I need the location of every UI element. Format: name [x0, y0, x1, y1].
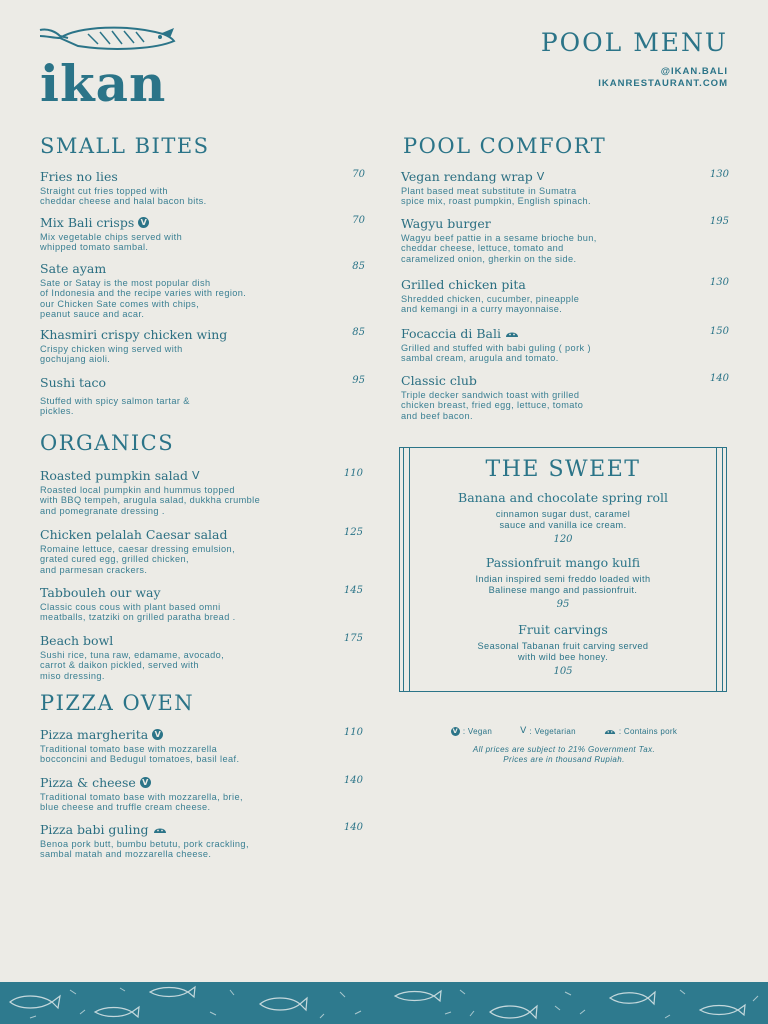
item-price: 140	[709, 373, 729, 384]
fish-pattern-icon	[0, 982, 768, 1024]
brand-logo	[38, 24, 183, 113]
section-title-organics: ORGANICS	[40, 431, 175, 455]
fish-icon	[38, 24, 183, 58]
item-description: Stuffed with spicy salmon tartar & pickles.	[40, 396, 190, 417]
frame-stripe-left	[403, 448, 410, 691]
item-name: Sushi taco	[40, 375, 107, 390]
item-price: 110	[343, 727, 363, 738]
item-price: 105	[553, 666, 573, 677]
item-price: 95	[556, 599, 570, 610]
item-price: 125	[343, 527, 363, 538]
menu-item	[40, 822, 363, 860]
menu-item	[40, 261, 365, 320]
item-price: 140	[343, 775, 363, 786]
item-name: Focaccia di Bali	[401, 326, 501, 341]
menu-item	[40, 468, 363, 516]
item-price: 85	[352, 261, 365, 272]
pork-icon	[604, 727, 616, 735]
item-price: 95	[352, 375, 365, 386]
vegetarian-icon: V	[520, 726, 527, 736]
item-name: Sate ayam	[40, 261, 107, 276]
item-price: 145	[343, 585, 363, 596]
item-description: Classic cous cous with plant based omni meatballs, tzatziki on grilled paratha bread .	[40, 602, 236, 623]
item-description: Roasted local pumpkin and hummus topped with BBQ tempeh, arugula salad, dukkha crumble and pomegranate dressing .	[40, 485, 261, 516]
legend-vegetarian: V : Vegetarian	[520, 726, 576, 736]
menu-item	[40, 585, 363, 623]
item-price: 130	[709, 277, 729, 288]
item-price: 150	[709, 326, 729, 337]
item-name: Classic club	[401, 373, 477, 388]
vegan-icon: V	[138, 217, 149, 228]
dessert-item	[420, 555, 706, 610]
menu-item	[40, 775, 363, 813]
item-name: Roasted pumpkin salad	[40, 468, 189, 483]
item-description: Shredded chicken, cucumber, pineapple and kemangi in a curry mayonnaise.	[401, 294, 580, 315]
item-name: Chicken pelalah Caesar salad	[40, 527, 228, 542]
item-name: Pizza margherita	[40, 727, 149, 742]
item-name: Pizza & cheese	[40, 775, 136, 790]
vegan-icon: V	[452, 727, 458, 735]
item-name: Pizza babi guling	[40, 822, 149, 837]
item-price: 140	[343, 822, 363, 833]
vegetarian-icon: V	[536, 170, 545, 183]
menu-item	[401, 373, 729, 421]
vegetarian-icon: V	[192, 469, 200, 482]
item-name: Khasmiri crispy chicken wing	[40, 327, 228, 342]
item-price: 85	[352, 327, 365, 338]
website-link: IKANRESTAURANT.COM	[598, 78, 728, 89]
item-description: cinnamon sugar dust, caramel sauce and vanilla ice cream.	[495, 509, 631, 530]
item-name: Tabbouleh our way	[40, 585, 161, 600]
item-price: 195	[709, 216, 729, 227]
item-description: Traditional tomato base with mozzarella, brie, blue cheese and truffle cream cheese.	[40, 792, 243, 813]
item-price: 175	[343, 633, 363, 644]
item-price: 130	[709, 169, 729, 180]
legend-pork: : Contains pork	[604, 727, 677, 736]
item-price: 70	[352, 169, 365, 180]
section-title-the-sweet: THE SWEET	[485, 457, 641, 482]
section-title-small-bites: SMALL BITES	[40, 134, 210, 158]
footer-pattern-band	[0, 982, 768, 1024]
menu-item	[40, 375, 365, 417]
menu-item	[40, 633, 363, 681]
item-description: Traditional tomato base with mozzarella bocconcini and Bedugul tomatoes, basil leaf.	[40, 744, 240, 765]
page-title: POOL MENU	[540, 28, 728, 57]
item-price: 70	[352, 215, 365, 226]
item-description: Triple decker sandwich toast with grilled chicken breast, fried egg, lettuce, tomato and beef bacon.	[401, 390, 584, 421]
item-name: Beach bowl	[40, 633, 114, 648]
item-price: 120	[553, 534, 573, 545]
item-name: Vegan rendang wrap	[401, 169, 533, 184]
item-description: Plant based meat substitute in Sumatra spice mix, roast pumpkin, English spinach.	[401, 186, 591, 207]
item-description: Benoa pork butt, bumbu betutu, pork crackling, sambal matah and mozzarella cheese.	[40, 839, 249, 860]
item-description: Crispy chicken wing served with gochujang aioli.	[40, 344, 183, 365]
menu-item	[401, 326, 729, 364]
section-title-pizza-oven: PIZZA OVEN	[40, 691, 195, 715]
item-name: Grilled chicken pita	[401, 277, 526, 292]
item-name: Passionfruit mango kulfi	[485, 555, 641, 570]
vegan-icon: V	[152, 729, 163, 740]
item-description: Indian inspired semi freddo loaded with Balinese mango and passionfruit.	[475, 574, 651, 595]
pork-icon	[153, 825, 167, 834]
item-price: 110	[343, 468, 363, 479]
menu-item	[40, 727, 363, 765]
menu-item	[40, 215, 365, 253]
dessert-item	[420, 490, 706, 545]
menu-item	[401, 169, 729, 207]
item-description: Seasonal Tabanan fruit carving served with wild bee honey.	[477, 641, 649, 662]
dessert-item	[420, 622, 706, 677]
brand-name: ikan	[40, 54, 167, 113]
sweet-section-box	[399, 447, 727, 692]
instagram-handle: @IKAN.BALI	[660, 66, 728, 77]
item-description: Straight cut fries topped with cheddar cheese and halal bacon bits.	[40, 186, 207, 207]
legend-vegan: V : Vegan	[452, 726, 493, 736]
menu-item	[40, 527, 363, 575]
menu-item	[40, 327, 365, 365]
item-description: Sate or Satay is the most popular dish of Indonesia and the recipe varies with region. our Chicken Sate comes with chips, peanut sauce and acar.	[40, 278, 247, 320]
item-description: Grilled and stuffed with babi guling ( pork ) sambal cream, arugula and tomato.	[401, 343, 591, 364]
item-name: Mix Bali crisps	[40, 215, 135, 230]
item-name: Wagyu burger	[401, 216, 491, 231]
menu-item	[401, 277, 729, 315]
item-description: Romaine lettuce, caesar dressing emulsion, grated cured egg, grilled chicken, and parmesan crackers.	[40, 544, 236, 575]
menu-item	[40, 169, 365, 207]
menu-item	[401, 216, 729, 264]
tax-note: All prices are subject to 21% Government Tax. Prices are in thousand Rupiah.	[472, 745, 656, 764]
item-name: Banana and chocolate spring roll	[458, 490, 668, 505]
section-title-pool-comfort: POOL COMFORT	[403, 134, 607, 158]
frame-stripe-right	[716, 448, 723, 691]
pork-icon	[505, 329, 519, 338]
item-description: Wagyu beef pattie in a sesame brioche bun, cheddar cheese, lettuce, tomato and caramelized onion, gherkin on the side.	[401, 233, 597, 264]
item-description: Sushi rice, tuna raw, edamame, avocado, carrot & daikon pickled, served with miso dressing.	[40, 650, 225, 681]
item-name: Fries no lies	[40, 169, 118, 184]
vegan-icon: V	[140, 777, 151, 788]
dietary-legend	[400, 726, 728, 736]
item-description: Mix vegetable chips served with whipped tomato sambal.	[40, 232, 183, 253]
item-name: Fruit carvings	[518, 622, 608, 637]
